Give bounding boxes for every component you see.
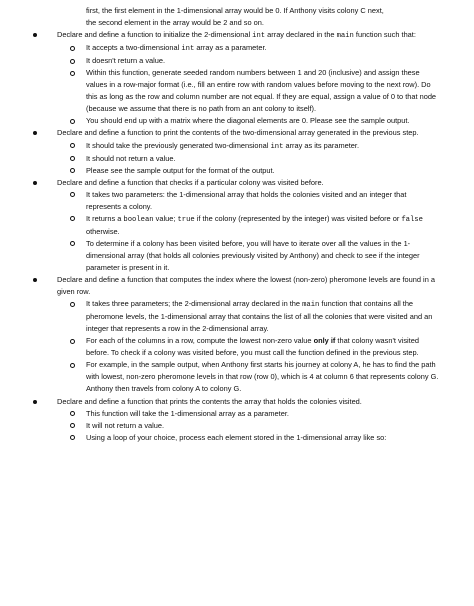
sub-bullet-text: It takes two parameters: the 1-dimensional array that holds the colonies visited and an integer that represents a colony. <box>86 189 407 211</box>
bullet-text: Declare and define a function that checks if a particular colony was visited before. <box>57 177 324 187</box>
bullet-text: Declare and define a function to initialize the 2-dimensional <box>57 30 253 40</box>
bullet-item <box>0 29 474 127</box>
inline-code: main <box>302 301 320 310</box>
sub-bullet-text: array as its parameter. <box>283 140 359 150</box>
inline-code: boolean <box>123 215 154 224</box>
sub-bullet-item <box>57 213 442 238</box>
sub-bullet-text: function that contains all the pheromone levels, the 1-dimensional array that contains the list of all the colonies that were visited and an integer that represents a row in the 2-dimensional array. <box>86 299 433 334</box>
inline-code: int <box>252 32 266 41</box>
inline-code: true <box>177 215 195 224</box>
sub-bullet-text: It returns a <box>86 213 124 223</box>
inline-code: int <box>270 142 284 151</box>
sub-bullet-text: It takes three parameters; the 2-dimensional array declared in the <box>86 299 303 309</box>
sub-bullet-text: It should not return a value. <box>86 153 176 163</box>
sub-bullet-item <box>57 408 442 420</box>
sub-bullet-text: For example, in the sample output, when Anthony first starts his journey at colony A, he has to find the path with lowest, non-zero pheromone levels in that row (row 0), which is 4 at column 6 that represents colony G. Anthony then travels from colony A to colony G. <box>86 360 439 394</box>
bullet-text: Declare and define a function that computes the index where the lowest (non-zero) pheromone levels are found in a given row. <box>57 275 435 297</box>
sub-bullet-item <box>57 335 442 359</box>
sub-bullet-item <box>57 238 442 274</box>
sub-bullet-item <box>57 298 442 335</box>
bold-text: only if <box>313 336 336 346</box>
sub-bullet-text: For each of the columns in a row, compute the lowest non-zero value <box>86 336 314 346</box>
inline-code: main <box>336 32 354 41</box>
bullet-text: array declared in the <box>265 30 337 40</box>
sub-bullet-text: value; <box>153 213 178 223</box>
intro-line: the second element in the array would be 2 and so on. <box>86 18 264 28</box>
intro-line: first, the first element in the 1-dimensional array would be 0. If Anthony visits colony C next, <box>86 6 384 15</box>
bullet-text: Declare and define a function to print the contents of the two-dimensional array generated in the previous step. <box>57 128 419 138</box>
sub-bullet-text: Please see the sample output for the format of the output. <box>86 165 275 175</box>
sub-bullet-text: if the colony (represented by the integer) was visited before or <box>194 213 402 223</box>
inline-code: false <box>401 215 423 224</box>
sub-list <box>57 140 442 177</box>
sub-bullet-item <box>57 67 442 115</box>
sub-bullet-text: It should take the previously generated two-dimensional <box>86 140 271 150</box>
sub-bullet-text: It doesn't return a value. <box>86 56 166 66</box>
sub-bullet-text: array as a parameter. <box>194 43 267 53</box>
sub-bullet-text: Within this function, generate seeded random numbers between 1 and 20 (inclusive) and assign these values in a row-major format (i.e., fill an entire row with random values before moving to the next row). Do this as long as the row and column number are not equal. If they are equal, assign a value of 0 to that node (because we assume that there is no path from an ant colony to itself). <box>86 68 437 114</box>
sub-bullet-item <box>57 153 442 165</box>
bullet-item <box>0 274 474 395</box>
sub-bullet-text: Using a loop of your choice, process each element stored in the 1-dimensional array like so: <box>86 432 387 442</box>
sub-bullet-text: To determine if a colony has been visited before, you will have to iterate over all the values in the 1-dimensional array (that holds all colonies previously visited by Anthony) and check to see if the integer parameter is present in it. <box>86 238 420 272</box>
sub-bullet-item <box>57 55 442 67</box>
bullet-item <box>0 396 474 444</box>
requirements-list <box>0 29 474 444</box>
bullet-item <box>0 177 474 274</box>
sub-bullet-item <box>57 115 442 127</box>
sub-bullet-text: It will not return a value. <box>86 420 165 430</box>
sub-bullet-text: It accepts a two-dimensional <box>86 43 182 53</box>
inline-code: int <box>181 45 195 54</box>
sub-bullet-text: otherwise. <box>86 226 120 236</box>
sub-bullet-text: that colony wasn't visited before. To check if a colony was visited before, you must call the function defined in the previous step. <box>86 336 419 358</box>
sub-bullet-item <box>57 359 442 395</box>
sub-bullet-item <box>57 140 442 153</box>
sub-list <box>57 42 442 127</box>
sub-list <box>57 408 442 444</box>
bullet-text: Declare and define a function that prints the contents the array that holds the colonies visited. <box>57 396 362 406</box>
sub-bullet-item <box>57 189 442 213</box>
bullet-item <box>0 127 474 176</box>
sub-list <box>57 189 442 274</box>
sub-bullet-text: You should end up with a matrix where the diagonal elements are 0. Please see the sample output. <box>86 116 410 126</box>
sub-bullet-item <box>57 420 442 432</box>
sub-bullet-item <box>57 42 442 55</box>
sub-bullet-text: This function will take the 1-dimensional array as a parameter. <box>86 408 289 418</box>
sub-bullet-item <box>57 165 442 177</box>
sub-list <box>57 298 442 395</box>
bullet-text: function such that: <box>353 30 416 40</box>
sub-bullet-item <box>57 432 442 444</box>
intro-continuation <box>86 5 442 29</box>
